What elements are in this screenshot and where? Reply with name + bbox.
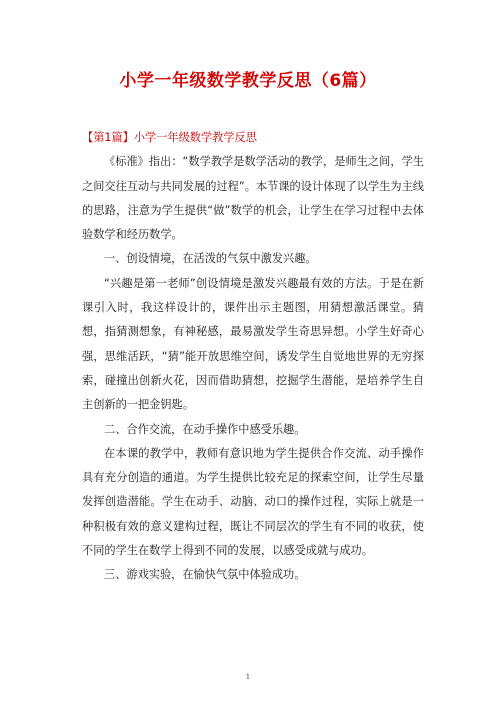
subheading: 一、创设情境，在活泼的气氛中激发兴趣。 [104, 252, 317, 266]
paragraph: 在本课的教学中，教师有意识地为学生提供合作交流、动手操作具有充分创造的通道。为学生提供比较充足的探索空间，让学生尽量发挥创造潜能。学生在动手、动脑、动口的操作过程，实际上就是一种积极有效的意义建构过程，既让不同层次的学生有不同的收获，使不同的学生在数学上得到不同的发展，以感受成就与成功。 [82, 446, 424, 558]
subheading: 二、合作交流，在动手操作中感受乐趣。 [104, 422, 306, 436]
document-title: 小学一年级数学教学反思（6篇） [119, 71, 377, 91]
document-body [82, 126, 424, 588]
paragraph: 《标准》指出：“数学教学是数学活动的教学，是师生之间，学生之间交往互动与共同发展的过程”。本节课的设计体现了以学生为主线的思路，注意为学生提供“做”数学的机会，让学生在学习过程中去体验数学和经历数学。 [82, 155, 424, 242]
subheading: 三、游戏实验，在愉快气氛中体验成功。 [104, 568, 306, 582]
paragraph: “兴趣是第一老师”创设情境是激发兴趣最有效的方法。于是在新课引入时，我这样设计的，课件出示主题图，用猜想激活课堂。猜想，指猜测想象，有神秘感，最易激发学生奇思异想。小学生好奇心强，思维活跃，“猜”能开放思维空间，诱发学生自觉地世界的无穷探索，碰撞出创新火花，因而借助猜想，挖掘学生潜能，是培养学生自主创新的一把金钥匙。 [82, 276, 424, 412]
page-number: 1 [245, 673, 251, 681]
section-heading: 【第1篇】小学一年级数学教学反思 [82, 131, 257, 144]
